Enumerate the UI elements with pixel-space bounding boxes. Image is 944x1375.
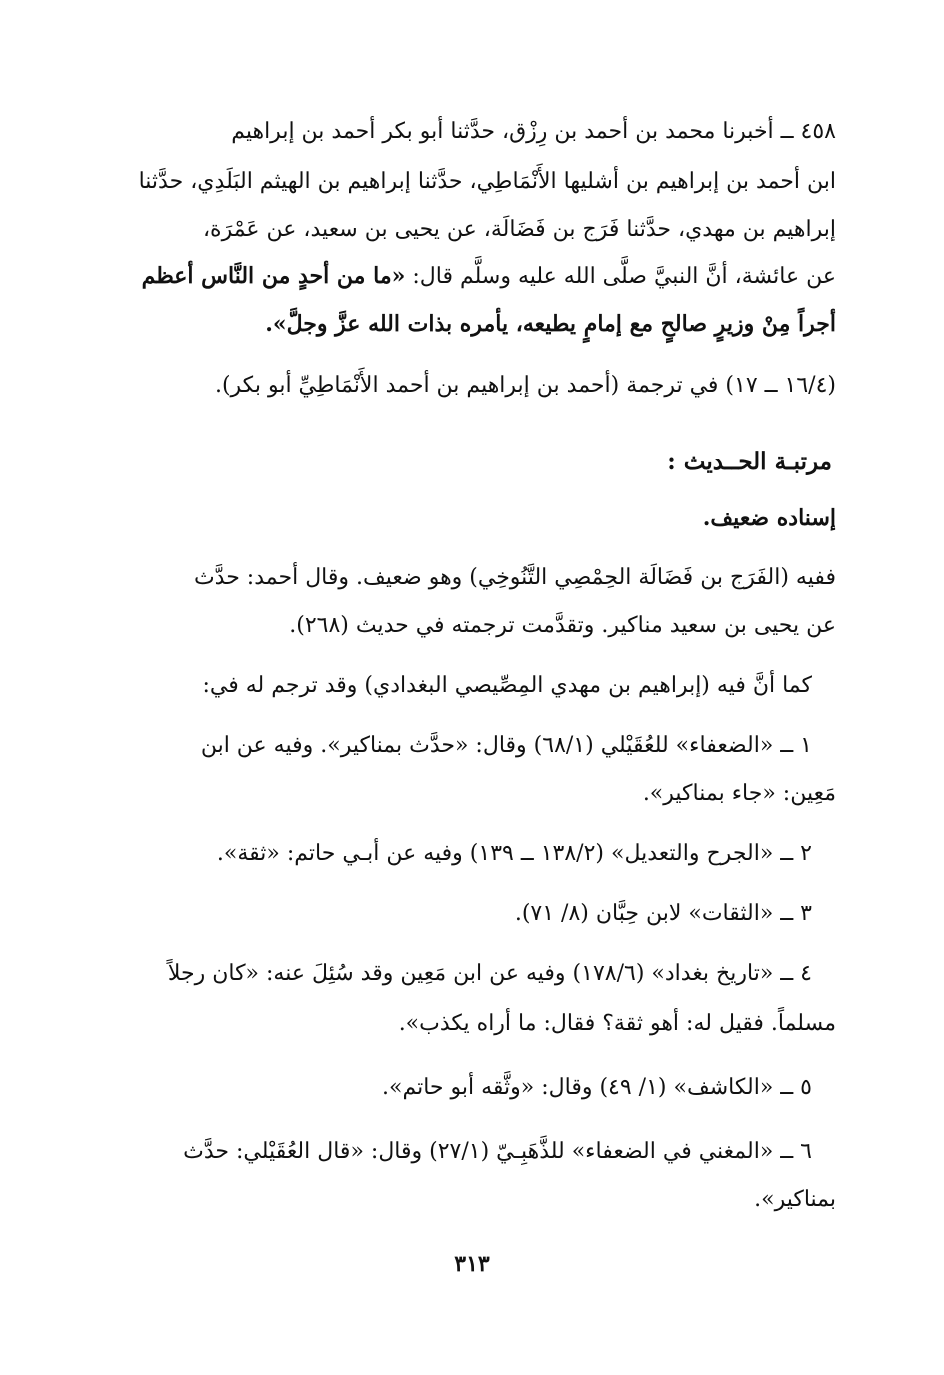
matn-line-1 [142,258,836,295]
grade-heading: مرتبـة الحــديث : [667,448,832,475]
isnad-line-1: ٤٥٨ ــ أخبرنا محمد بن أحمد بن رِزْق، حدَّثنا أبو بكر أحمد بن إبراهيم [231,119,836,144]
para1-line-1: ففيه (الفَرَج بن فَضَالَة الحِمْصِي التَّنُوخِي) وهو ضعيف. وقال أحمد: حدَّث [193,565,836,590]
item-3-line-1: ٣ ــ «الثقات» لابن حِبَّان (٨/ ٧١). [514,901,812,926]
item-2-line-1: ٢ ــ «الجرح والتعديل» (١٣٨/٢ ــ ١٣٩) وفيه عن أبـي حاتم: «ثقة». [216,841,812,866]
matn-line-2: أجراً مِنْ وزيرٍ صالحٍ مع إمامٍ يطيعه، يأمره بذات الله عزَّ وجلَّ». [265,311,836,337]
item-6-line-1: ٦ ــ «المغني في الضعفاء» للذَّهَبِـيّ (٢٧/١) وقال: «قال العُقَيْلي: حدَّث [183,1139,812,1164]
item-1-line-2: مَعِين: «جاء بمناكير». [642,781,836,806]
item-6-line-2: بمناكير». [754,1187,836,1212]
source-reference: (١٦/٤ ــ ١٧) في ترجمة (أحمد بن إبراهيم بن أحمد الأَنْمَاطِيِّ أبو بكر). [214,373,836,398]
grade-verdict: إسناده ضعيف. [702,505,836,531]
isnad-line-3: إبراهيم بن مهدي، حدَّثنا فَرَج بن فَضَالَة، عن يحيى بن سعيد، عن عَمْرَة، [202,217,836,242]
item-1-line-1: ١ ــ «الضعفاء» للعُقَيْلي (٦٨/١) وقال: «حدَّث بمناكير». وفيه عن ابن [200,733,812,758]
para2-line: كما أنَّ فيه (إبراهيم بن مهدي المِصِّيصي البغدادي) وقد ترجم له في: [202,673,812,698]
isnad-line-2: ابن أحمد بن إبراهيم بن أشليها الأَنْمَاطِي، حدَّثنا إبراهيم بن الهيثم البَلَدِي، حدَّثنا [138,169,836,194]
item-5-line-1: ٥ ــ «الكاشف» (١/ ٤٩) وقال: «وثَّقه أبو حاتم». [381,1075,812,1100]
para1-line-2: عن يحيى بن سعيد مناكير. وتقدَّمت ترجمته في حديث (٢٦٨). [289,613,836,638]
page-number: ٣١٣ [454,1251,490,1277]
item-4-line-2: مسلماً. فقيل له: أهو ثقة؟ فقال: ما أراه يكذب». [398,1011,836,1036]
matn-lead: عن عائشة، أنَّ النبيَّ صلَّى الله عليه وسلَّم قال: [412,264,836,289]
matn-text-1: «ما من أحدٍ من النَّاس أعظم [141,263,406,289]
item-4-line-1: ٤ ــ «تاريخ بغداد» (١٧٨/٦) وفيه عن ابن مَعِين وقد سُئِلَ عنه: «كان رجلاً [167,961,812,986]
